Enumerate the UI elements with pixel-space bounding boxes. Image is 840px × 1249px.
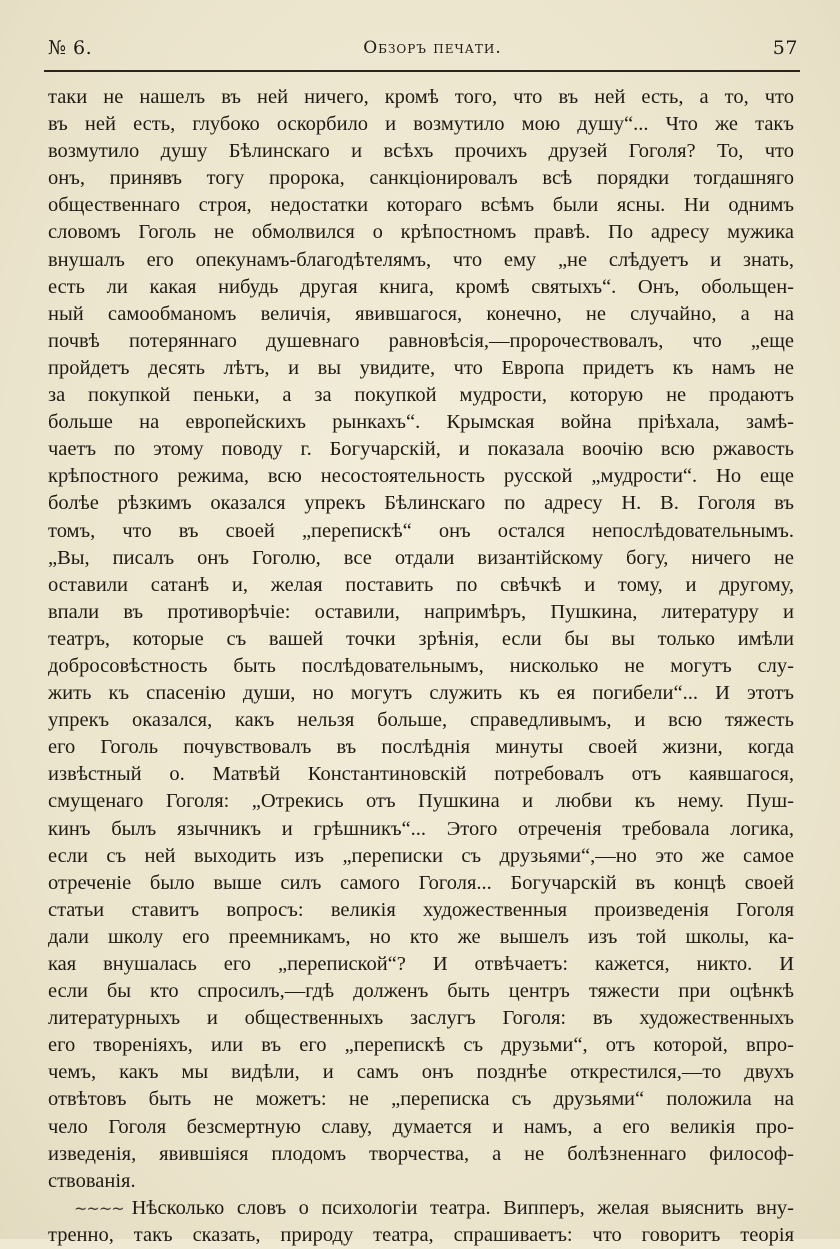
text-line: чело Гоголя безсмертную славу, думается и намъ, а его великія про-	[48, 1115, 794, 1138]
text-line: отреченіе было выше силъ самого Гоголя... Богучарскій въ концѣ своей	[48, 871, 794, 894]
text-line: пройдетъ десять лѣтъ, и вы увидите, что Европа придетъ къ намъ не	[48, 356, 794, 379]
text-line: если съ ней выходить изъ „переписки съ друзьями“,—но это же самое	[48, 844, 794, 867]
text-line: чаетъ по этому поводу г. Богучарскій, и показала воочію всю ржавость	[48, 438, 794, 461]
text-line: словомъ Гоголь не обмолвился о крѣпостномъ правѣ. По адресу мужика	[48, 221, 794, 244]
text-line: болѣе рѣзкимъ оказался упрекъ Бѣлинскаго по адресу Н. В. Гоголя въ	[48, 492, 794, 515]
text-line: почвѣ потеряннаго душевнаго равновѣсія,—пророчествовалъ, что „еще	[48, 329, 794, 352]
text-line: есть ли какая нибудь другая книга, кромѣ святыхъ“. Онъ, обольщен-	[48, 275, 794, 298]
text-line: театръ, которые съ вашей точки зрѣнія, если бы вы только имѣли	[48, 627, 794, 650]
page-number: 57	[772, 37, 798, 59]
text-line: впали въ противорѣчіе: оставили, напримѣръ, Пушкина, литературу и	[48, 600, 794, 623]
text-line: упрекъ оказался, какъ нельзя больше, справедливымъ, и всю тяжесть	[48, 709, 794, 732]
text-line: внушалъ его опекунамъ-благодѣтелямъ, что ему „не слѣдуетъ и знать,	[48, 248, 794, 271]
section-start-line	[48, 1195, 794, 1222]
issue-number: № 6.	[48, 37, 93, 59]
paragraph-end-line: ствованія.	[48, 1169, 136, 1192]
text-line: ный самообманомъ величія, явившагося, конечно, не случайно, а на	[48, 302, 794, 325]
text-line: крѣпостного режима, всю несостоятельность русской „мудрости“. Но еще	[48, 465, 794, 488]
text-line: добросовѣстность быть послѣдовательнымъ, нисколько не могутъ слу-	[48, 654, 794, 677]
text-line: кая внушалась его „перепиской“? И отвѣчаетъ: кажется, никто. И	[48, 953, 794, 975]
text-line: тренно, такъ сказать, природу театра, спрашиваетъ: что говоритъ теорія	[48, 1223, 794, 1246]
page-header	[48, 30, 798, 66]
text-line: дали школу его преемникамъ, но кто же вышелъ изъ той школы, ка-	[48, 925, 794, 948]
section-ornament: ~~~~	[74, 1198, 124, 1218]
text-line: томъ, что въ своей „перепискѣ“ онъ остался непослѣдовательнымъ.	[48, 519, 794, 542]
text-line: общественнаго строя, недостатки котораго всѣмъ были ясны. Ни однимъ	[48, 194, 794, 217]
text-line: жить къ спасенію души, но могутъ служить къ ея погибели“... И этотъ	[48, 682, 794, 705]
text-line: въ ней есть, глубоко оскорбило и возмутило мою душу“... Что же такъ	[48, 113, 794, 136]
text-line: онъ, принявъ тогу пророка, санкціонировалъ всѣ порядки тогдашняго	[48, 167, 794, 190]
text-line: его Гоголь почувствовалъ въ послѣднія минуты своей жизни, когда	[48, 736, 794, 759]
running-title: Обзоръ печати.	[363, 38, 502, 58]
text-line: „Вы, писалъ онъ Гоголю, все отдали византійскому богу, ничего не	[48, 546, 794, 569]
text-line: таки не нашелъ въ ней ничего, кромѣ того, что въ ней есть, а то, что	[48, 86, 794, 108]
text-line: литературныхъ и общественныхъ заслугъ Гоголя: въ художественныхъ	[48, 1007, 794, 1030]
text-line: отвѣтовъ быть не можетъ: не „переписка съ друзьями“ положила на	[48, 1088, 794, 1111]
header-rule	[44, 70, 800, 72]
text-line: изведенія, явившіяся плодомъ творчества, а не болѣзненнаго философ-	[48, 1142, 794, 1165]
text-line: за покупкой пеньки, а за покупкой мудрости, которую не продаютъ	[48, 384, 794, 407]
text-line: чемъ, какъ мы видѣли, и самъ онъ позднѣе открестился,—то двухъ	[48, 1061, 794, 1084]
text-line: извѣстный о. Матвѣй Константиновскій потребовалъ отъ каявшагося,	[48, 763, 794, 786]
text-line: смущенаго Гоголя: „Отрекись отъ Пушкина и любви къ нему. Пуш-	[48, 790, 794, 813]
section-first-line-text: Нѣсколько словъ о психологіи театра. Випперъ, желая выяснить вну-	[131, 1196, 794, 1219]
text-line: оставили сатанѣ и, желая поставить по свѣчкѣ и тому, и другому,	[48, 573, 794, 596]
text-line: кинъ былъ язычникъ и грѣшникъ“... Этого отреченія требовала логика,	[48, 817, 794, 840]
text-line: его твореніяхъ, или въ его „перепискѣ съ друзьми“, отъ которой, впро-	[48, 1034, 794, 1057]
text-line: если бы кто спросилъ,—гдѣ долженъ быть центръ тяжести при оцѣнкѣ	[48, 980, 794, 1003]
text-line: больше на европейскихъ рынкахъ“. Крымская война пріѣхала, замѣ-	[48, 411, 794, 434]
text-line: статьи ставитъ вопросъ: великія художественныя произведенія Гоголя	[48, 898, 794, 921]
article-body	[48, 84, 794, 1249]
text-line: возмутило душу Бѣлинскаго и всѣхъ прочихъ друзей Гоголя? То, что	[48, 140, 794, 163]
